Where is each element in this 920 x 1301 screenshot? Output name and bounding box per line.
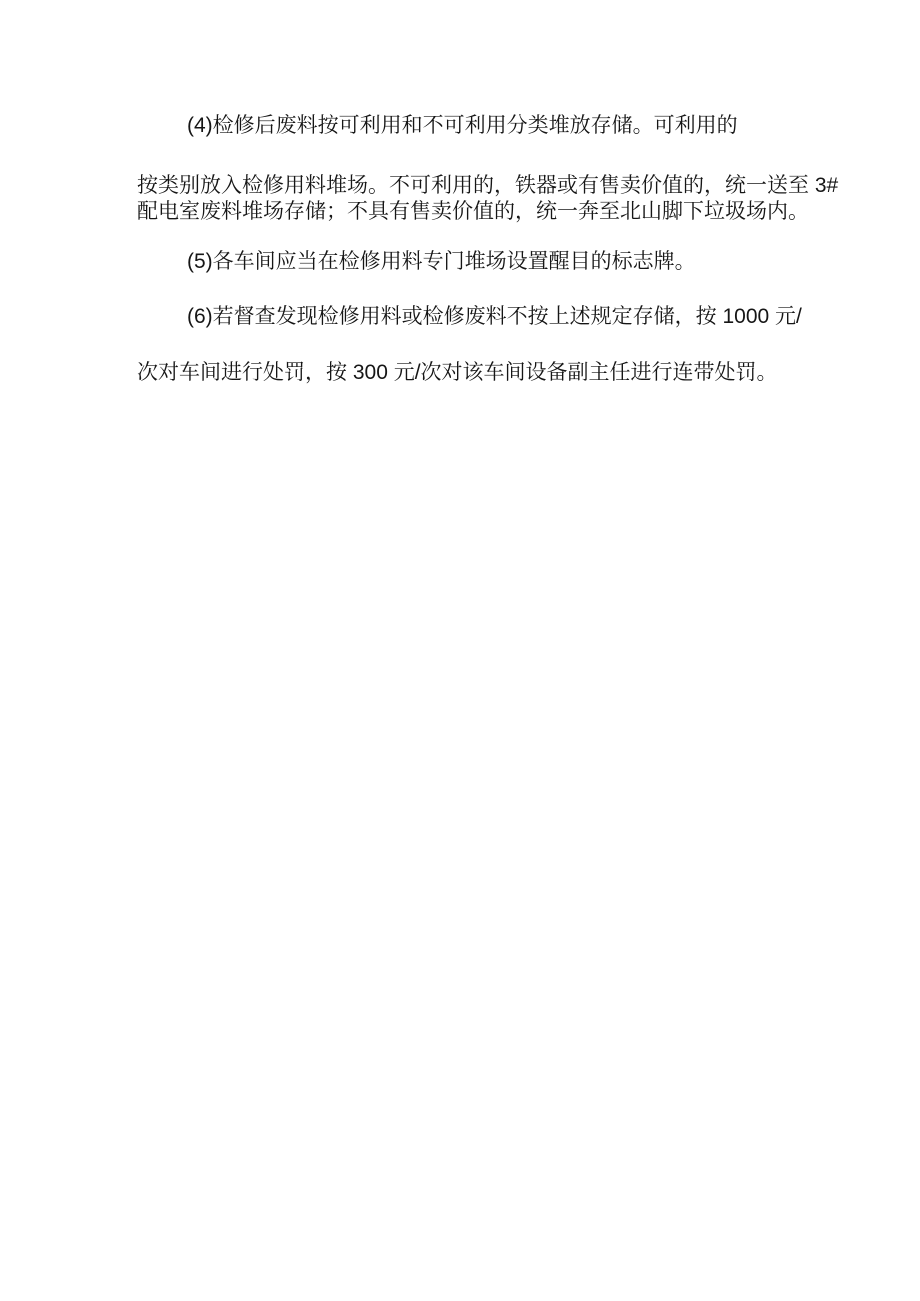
doc-line-1: (4)检修后废料按可利用和不可利用分类堆放存储。可利用的 — [187, 114, 738, 137]
document-text-block — [137, 0, 839, 386]
doc-line-3: 配电室废料堆场存储；不具有售卖价值的，统一奔至北山脚下垃圾场内。 — [137, 200, 809, 223]
doc-line-6: 次对车间进行处罚，按 300 元/次对该车间设备副主任进行连带处罚。 — [137, 361, 778, 384]
doc-line-2: 按类别放入检修用料堆场。不可利用的，铁器或有售卖价值的，统一送至 3# — [137, 174, 839, 197]
doc-line-4: (5)各车间应当在检修用料专门堆场设置醒目的标志牌。 — [187, 250, 696, 273]
doc-line-5: (6)若督查发现检修用料或检修废料不按上述规定存储，按 1000 元/ — [187, 305, 802, 328]
